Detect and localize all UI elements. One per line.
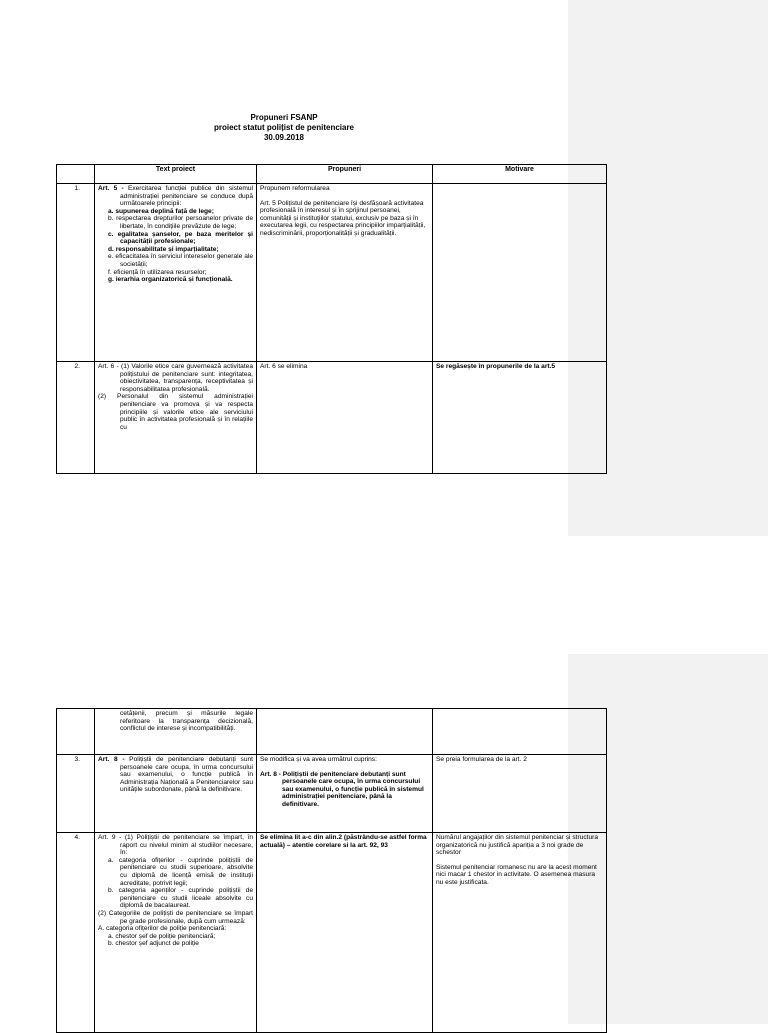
article-text: Art. 9 - (1) Polițiștii de penitenciare se împart, în raport cu nivelul minim al studiilor necesare, în: [98, 834, 253, 857]
proposal-text: Art. 5 Polițistul de penitenciare își desfășoară activitatea profesională în interesul și în sprijinul persoanei, comunității și instituțiilor statului, exclusiv pe baza și în executarea legii, cu respectarea principiilor imparțialității, nediscriminării, proporționalității și gradualității. [260, 199, 426, 237]
row-number: 4. [57, 833, 95, 1033]
table-row [57, 833, 607, 1033]
row-motivation: Se regăsește în propunerile de la art.5 [433, 362, 607, 474]
row-number: 1. [57, 184, 95, 362]
col-header-proposals: Propuneri [257, 165, 433, 184]
list-item: b. respectarea drepturilor persoanelor private de libertate, în condițiile prevăzute de lege; [108, 215, 253, 230]
row-text [95, 833, 257, 1033]
row-text [95, 755, 257, 833]
row-text [95, 184, 257, 362]
list-item: a. supunerea deplină față de lege; [108, 207, 214, 215]
title-line-1: Propuneri FSANP [250, 113, 318, 122]
article-text: Art. 6 - (1) Valorile etice care guvernează activitatea polițistului de penitenciare sunt: integritatea, obiectivitatea, transparența, receptivitatea și responsabilitatea profesională. [98, 363, 253, 393]
list-item: b. categoria agenților - cuprinde polițiștii de penitenciare cu studii liceale absolvite cu diplomă de bacalaureat. [108, 887, 253, 910]
title-line-2: proiect statut polițist de penitenciare [213, 123, 355, 132]
row-proposal [257, 755, 433, 833]
proposals-table-2 [56, 708, 607, 1033]
row-number [57, 709, 95, 755]
proposal-text: Art. 8 - Polițiștii de penitenciare debutanți sunt persoanele care ocupa, în urma concursului sau examenului, o funcție publică în sistemul administrației penitenciare, până la definitivare. [260, 770, 424, 808]
list-item: e. eficacitatea în serviciul intereselor generale ale societății; [108, 253, 253, 268]
article-text: (2) Categoriile de polițiști de penitenciare se împart pe grade profesionale, după cum urmează: [98, 909, 253, 925]
row-proposal: Art. 6 se elimina [257, 362, 433, 474]
list-item: a. categoria ofițerilor - cuprinde polițiștii de penitenciare cu studii superioare, absolvite cu diplomă de licență emisă de instituții acreditate, potrivit legii; [108, 856, 253, 887]
article-label: Art. 8 - [98, 756, 130, 763]
row-motivation [433, 833, 607, 1033]
article-text: cetățenii, precum și măsurile legale referitoare la transparența decizională, conflictul de interese și incompatibilități. [120, 710, 253, 733]
article-text: A. categoria ofițerilor de poliție penitenciară: [98, 925, 227, 933]
list-item: c. egalitatea șanselor, pe baza meritelor și capacității profesionale; [108, 230, 253, 246]
row-number: 3. [57, 755, 95, 833]
proposal-line: Se modifica și va avea următrul cuprins: [260, 756, 377, 763]
table-row [57, 709, 607, 755]
table-header-row [57, 165, 607, 184]
list-item: d. responsabilitate și imparțialitate; [108, 245, 219, 253]
col-header-text: Text proiect [95, 165, 257, 184]
row-motivation [433, 709, 607, 755]
row-proposal: Se elimina lit a-c din alin.2 (păstrându-se astfel forma actuală) – atentie corelare si la art. 92, 93 [257, 833, 433, 1033]
row-proposal [257, 709, 433, 755]
proposal-line: Propunem reformularea [260, 185, 330, 192]
list-item: a. chestor șef de poliție penitenciară; [108, 932, 216, 940]
article-text: Exercitarea funcției publice din sistemul administrației penitenciare se conduce după următoarele principii: [120, 185, 253, 208]
title-line-3: 30.09.2018 [263, 133, 305, 142]
table-row [57, 362, 607, 474]
article-text: Polițiștii de penitenciare debutanți sunt persoanele care ocupa, în urma concursului sau examenului, o funcție publică în Administrația Națională a Penitenciarelor sau unitățile subordonate, până la definitivare. [120, 756, 253, 794]
motivation-text: Numărul angajaților din sistemul penitenciar și structura organizatorică nu justifică apariția a 3 noi grade de schestor [436, 834, 598, 857]
list-item: f. eficiență în utilizarea resurselor; [108, 268, 207, 276]
row-text [95, 362, 257, 474]
row-proposal [257, 184, 433, 362]
doc-title [0, 113, 568, 143]
row-number: 2. [57, 362, 95, 474]
list-item: g. ierarhia organizatorică și funcțională. [108, 276, 233, 284]
col-header-nr [57, 165, 95, 184]
table-row [57, 184, 607, 362]
col-header-motivation: Motivare [433, 165, 607, 184]
proposals-table-1 [56, 164, 607, 474]
article-text: (2) Personalul din sistemul administrației penitenciare va promova și va respecta principiile și valorile etice ale serviciului public în activitatea profesională și în relațiile cu [98, 393, 253, 431]
table-row [57, 755, 607, 833]
row-text [95, 709, 257, 755]
article-label: Art. 5 - [98, 185, 128, 192]
list-item: b. chestor șef adjunct de poliție [108, 940, 199, 948]
row-motivation [433, 184, 607, 362]
motivation-text: Sistemul penitenciar romanesc nu are la acest moment nici macar 1 chestor in activitate. O asemenea masura nu este justificata. [436, 863, 597, 886]
row-motivation: Se preia formularea de la art. 2 [433, 755, 607, 833]
